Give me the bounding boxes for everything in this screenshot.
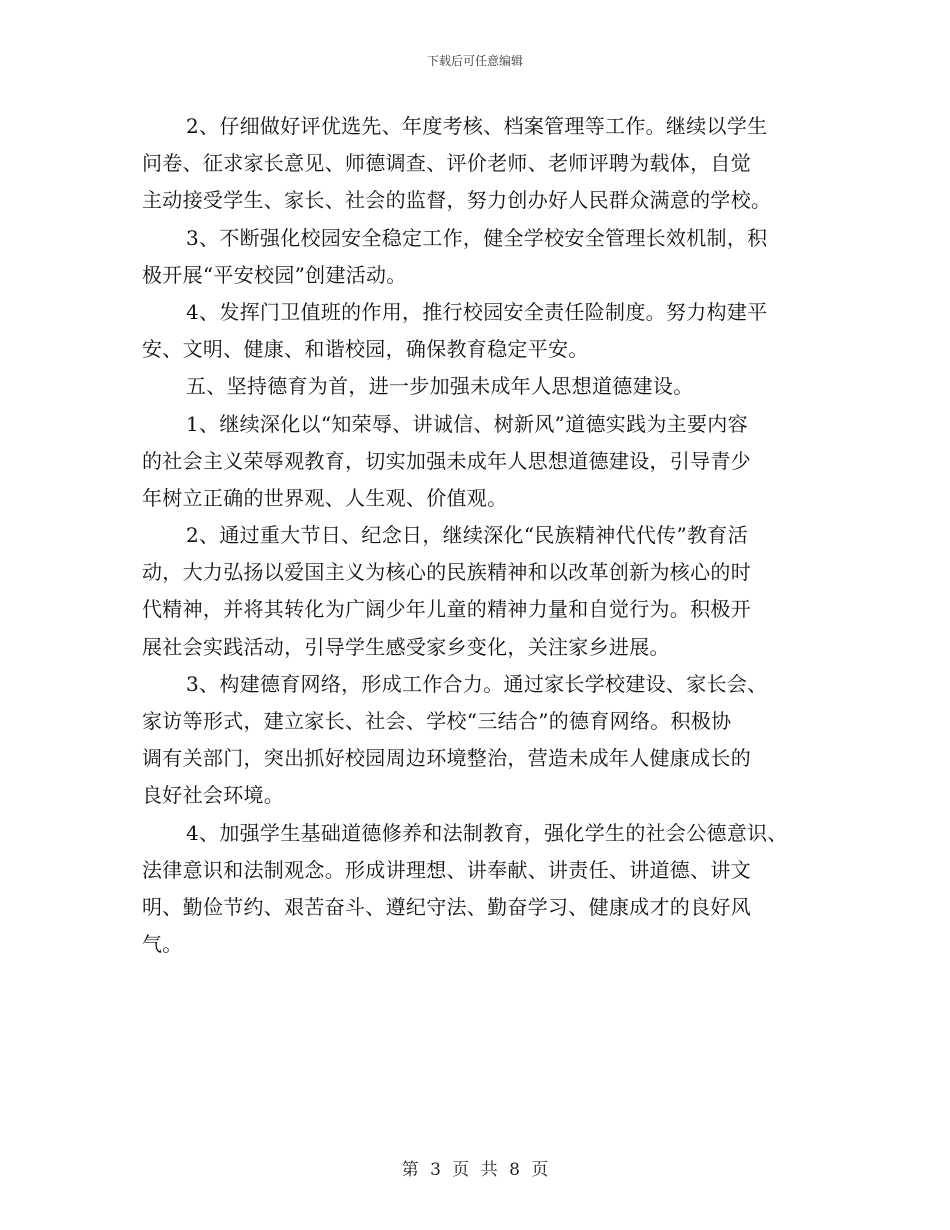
text-line: 明、勤俭节约、艰苦奋斗、遵纪守法、勤奋学习、健康成才的良好风	[142, 894, 751, 919]
text-line: 问卷、征求家长意见、师德调查、评价老师、老师评聘为载体，自觉	[142, 151, 751, 176]
text-line: 良好社会环境。	[142, 783, 285, 808]
text-line: 调有关部门，突出抓好校园周边环境整治，营造未成年人健康成长的	[142, 746, 751, 771]
text-line: 4、发挥门卫值班的作用，推行校园安全责任险制度。努力构建平	[186, 299, 768, 324]
text-line: 家访等形式，建立家长、社会、学校“三结合”的德育网络。积极协	[142, 709, 732, 733]
text-line: 3、不断强化校园安全稳定工作，健全学校安全管理长效机制，积	[186, 225, 768, 250]
text-line: 1、继续深化以“知荣辱、讲诚信、树新风”道德实践为主要内容	[186, 411, 748, 436]
text-line: 极开展“平安校园”创建活动。	[142, 262, 407, 287]
text-line: 主动接受学生、家长、社会的监督，努力创办好人民群众满意的学校。	[142, 188, 772, 213]
text-line: 动，大力弘扬以爱国主义为核心的民族精神和以改革创新为核心的时	[142, 560, 751, 585]
text-line: 法律意识和法制观念。形成讲理想、讲奉献、讲责任、讲道德、讲文	[142, 857, 751, 882]
text-line: 代精神，并将其转化为广阔少年儿童的精神力量和自觉行为。积极开	[142, 597, 751, 622]
page-number: 第 3 页 共 8 页	[401, 1160, 549, 1180]
text-line: 的社会主义荣辱观教育，切实加强未成年人思想道德建设，引导青少	[142, 448, 751, 473]
text-line: 3、构建德育网络，形成工作合力。通过家长学校建设、家长会、	[186, 671, 768, 696]
text-line: 展社会实践活动，引导学生感受家乡变化，关注家乡进展。	[142, 634, 670, 659]
text-line: 4、加强学生基础道德修养和法制教育，强化学生的社会公德意识、	[186, 820, 788, 845]
text-line: 年树立正确的世界观、人生观、价值观。	[142, 485, 508, 510]
document-body	[0, 108, 950, 963]
section-heading: 五、坚持德育为首，进一步加强未成年人思想道德建设。	[186, 374, 694, 399]
text-line: 2、仔细做好评优选先、年度考核、档案管理等工作。继续以学生	[186, 114, 768, 138]
text-line: 安、文明、健康、和谐校园，确保教育稳定平安。	[142, 337, 589, 362]
text-line: 2、通过重大节日、纪念日，继续深化“民族精神代代传”教育活	[186, 523, 748, 548]
page-header: 下载后可任意编辑	[426, 54, 523, 68]
text-line: 气。	[142, 932, 183, 957]
